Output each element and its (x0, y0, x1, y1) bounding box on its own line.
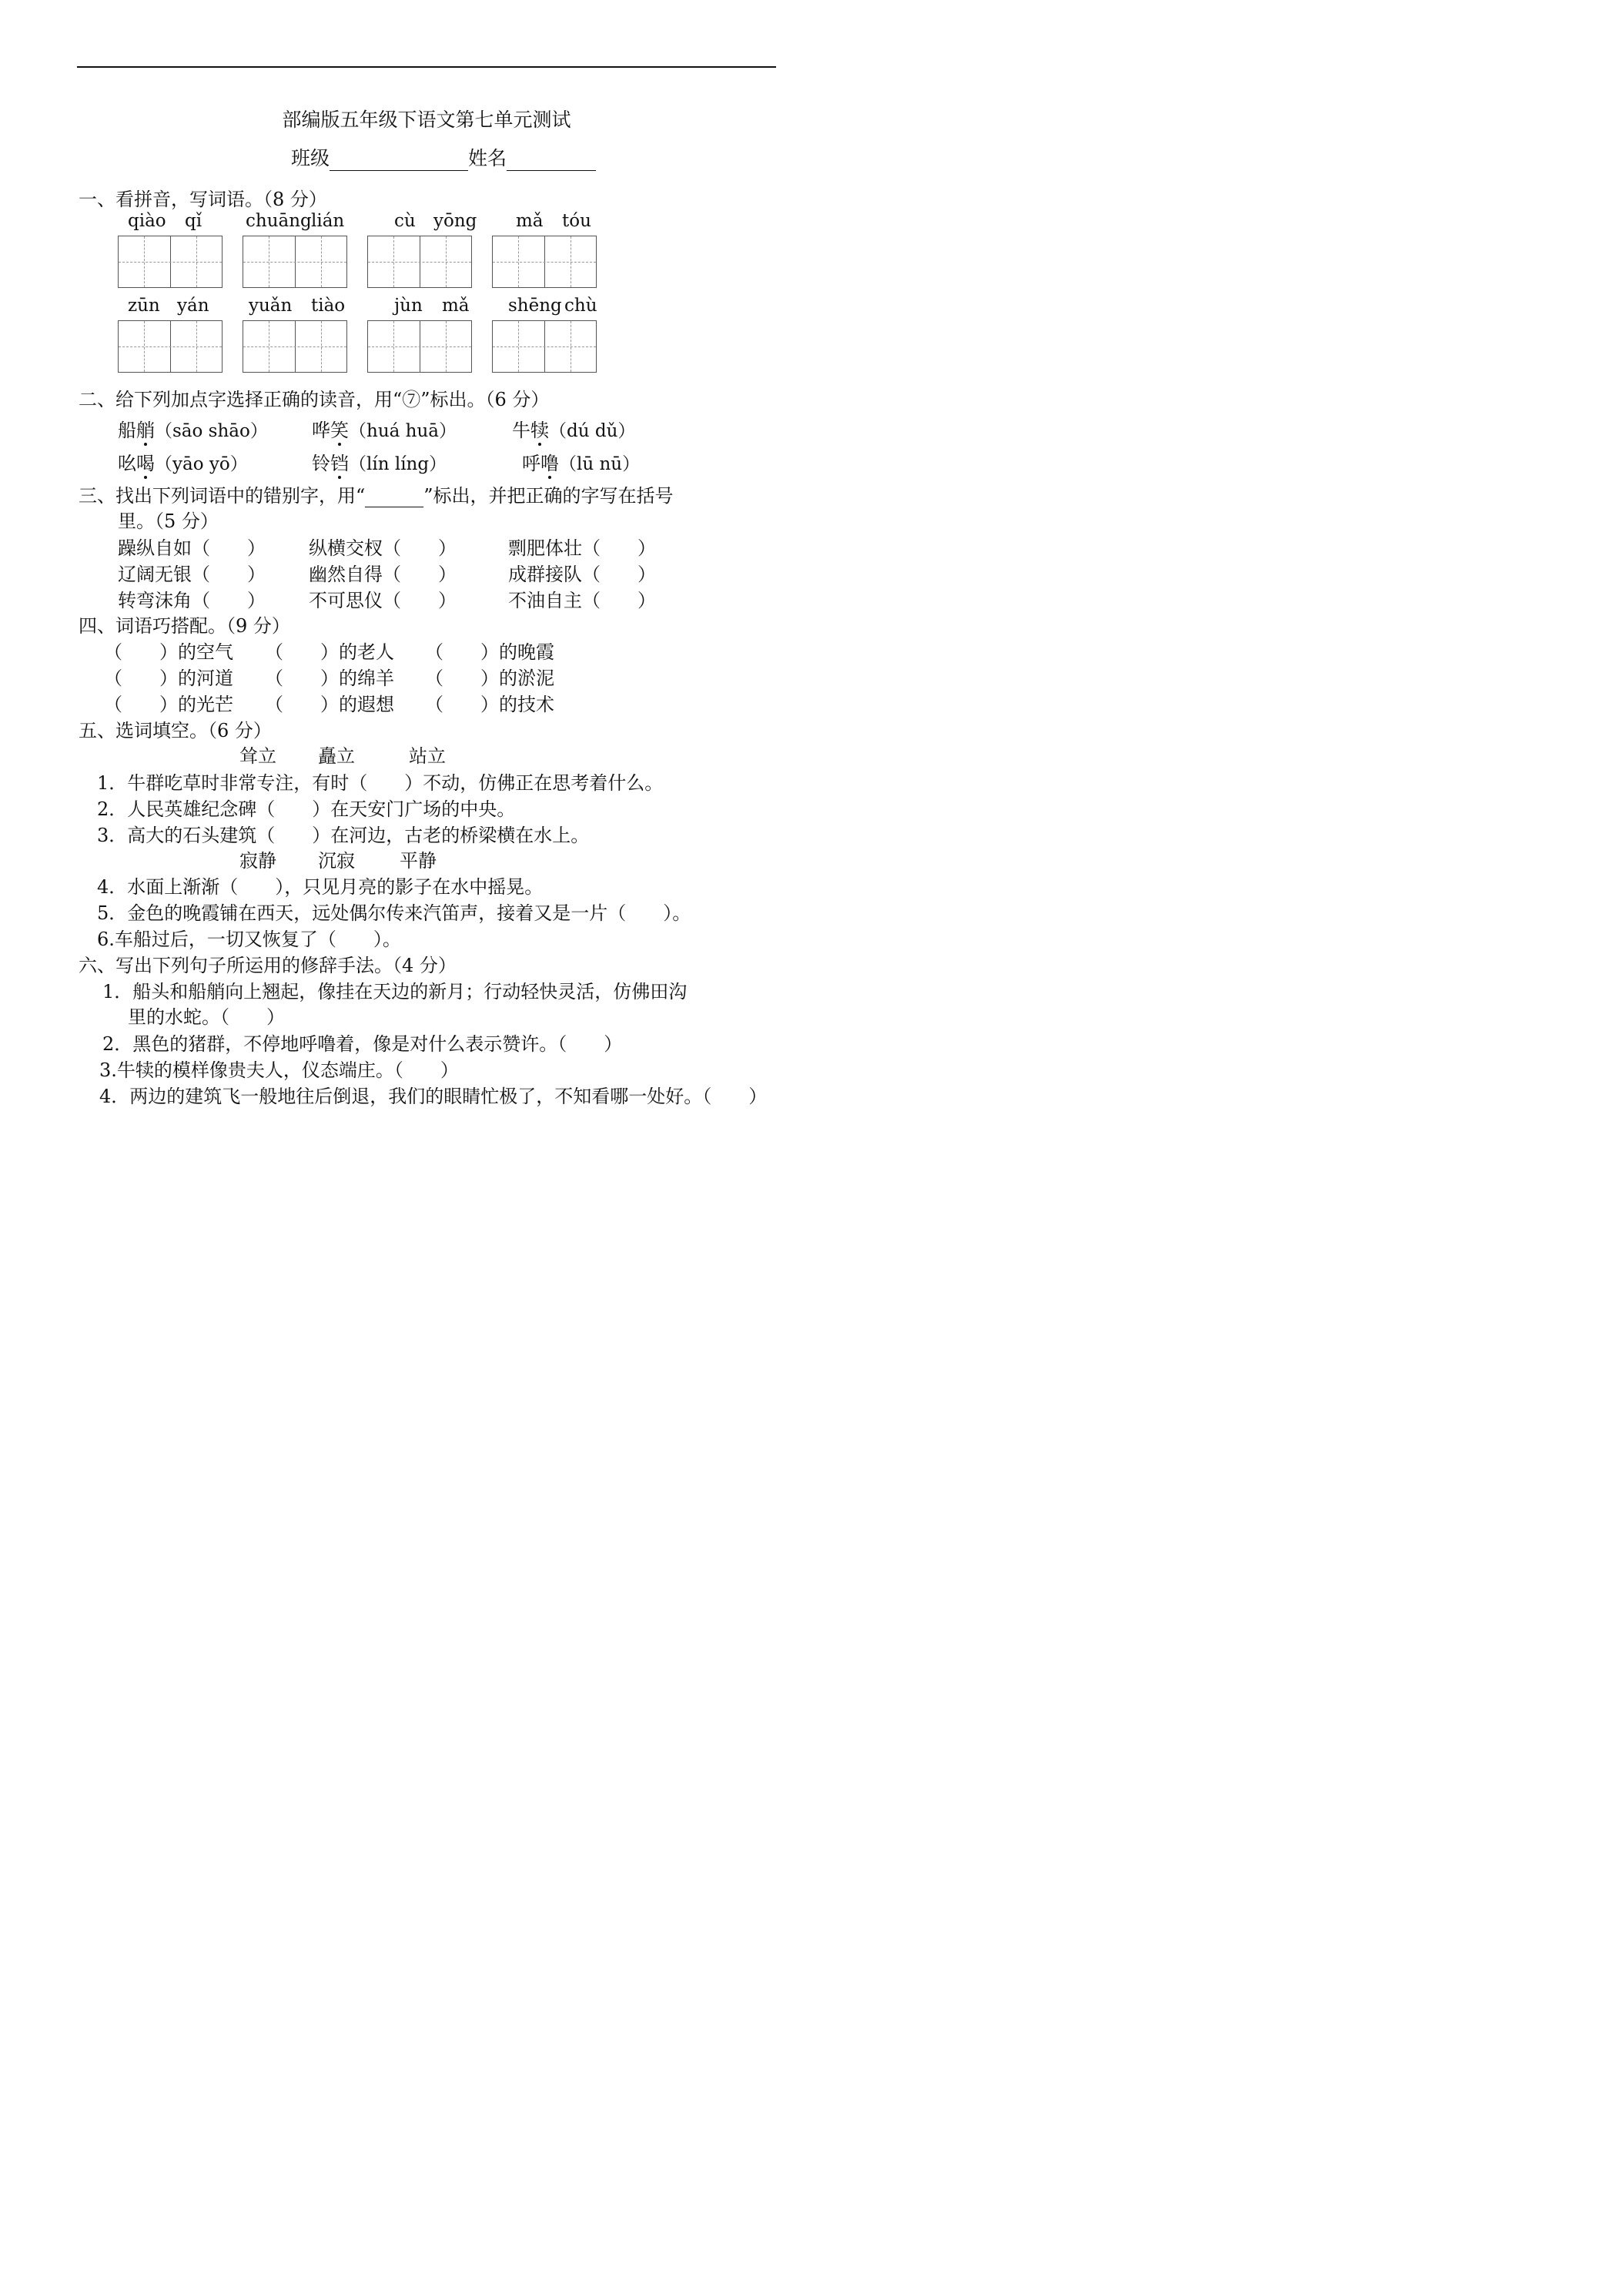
rhetoric-question: 3.牛犊的模样像贵夫人，仪态端庄。（ ） (99, 1059, 459, 1081)
writing-box[interactable] (243, 236, 347, 288)
fill-question: 4．水面上渐渐（ ），只见月亮的影子在水中摇晃。 (97, 876, 544, 898)
typo-item: 躁纵自如（ ） (118, 537, 266, 559)
reading-item: 船艄（sāo shāo） (118, 420, 268, 441)
typo-item: 辽阔无银（ ） (118, 564, 266, 585)
student-info-line (291, 143, 596, 171)
word-choice: 耸立 (239, 745, 276, 767)
section-4-heading: 四、词语巧搭配。（9 分） (79, 615, 290, 637)
match-item: （ ）的空气 (104, 641, 233, 663)
underline-sample (365, 490, 423, 507)
fill-question: 1．牛群吃草时非常专注，有时（ ）不动，仿佛正在思考着什么。 (97, 772, 664, 794)
typo-item: 纵横交杈（ ） (309, 537, 457, 559)
section-3-heading-cont: 里。（5 分） (118, 510, 219, 532)
typo-item: 不可思仪（ ） (309, 590, 457, 611)
writing-box[interactable] (492, 320, 597, 373)
rhetoric-question: 1．船头和船艄向上翘起，像挂在天边的新月；行动轻快灵活，仿佛田沟 (102, 981, 688, 1002)
match-item: （ ）的晚霞 (425, 641, 554, 663)
fill-question: 3．高大的石头建筑（ ）在河边，古老的桥梁横在水上。 (97, 825, 590, 846)
match-item: （ ）的河道 (104, 668, 233, 689)
match-item: （ ）的技术 (425, 694, 554, 715)
pinyin: shēng (508, 296, 562, 316)
rhetoric-question: 4．两边的建筑飞一般地往后倒退，我们的眼睛忙极了，不知看哪一处好。（ ） (99, 1086, 768, 1107)
word-choice: 沉寂 (318, 850, 355, 872)
section-1-heading: 一、看拼音，写词语。（8 分） (79, 189, 327, 210)
fill-question: 5．金色的晚霞铺在西天，远处偶尔传来汽笛声，接着又是一片（ ）。 (97, 902, 691, 924)
pinyin: qiào (128, 211, 166, 231)
writing-box[interactable] (118, 236, 223, 288)
section-5-heading: 五、选词填空。（6 分） (79, 720, 272, 741)
pinyin: tiào (311, 296, 346, 316)
word-choice: 平静 (400, 850, 437, 872)
class-field[interactable] (330, 150, 468, 171)
writing-box[interactable] (367, 320, 472, 373)
fill-question: 6.车船过后，一切又恢复了（ ）。 (97, 929, 401, 950)
pinyin: zūn (128, 296, 160, 316)
pinyin: mǎ (442, 296, 470, 316)
writing-box[interactable] (118, 320, 223, 373)
pinyin: jùn (394, 296, 423, 316)
pinyin: qǐ (185, 211, 202, 231)
fill-question: 2．人民英雄纪念碑（ ）在天安门广场的中央。 (97, 798, 516, 820)
word-choice: 寂静 (239, 850, 276, 872)
match-item: （ ）的绵羊 (265, 668, 394, 689)
typo-item: 剽肥体壮（ ） (508, 537, 656, 559)
section-6-heading: 六、写出下列句子所运用的修辞手法。（4 分） (79, 955, 457, 976)
class-label: 班级 (291, 147, 330, 169)
writing-box[interactable] (367, 236, 472, 288)
typo-item: 不油自主（ ） (508, 590, 656, 611)
section-3-heading: 三、找出下列词语中的错别字，用“ ”标出，并把正确的字写在括号 (79, 485, 674, 507)
match-item: （ ）的遐想 (265, 694, 394, 715)
pinyin: yōng (433, 211, 477, 231)
top-rule (77, 66, 776, 68)
pinyin: cù (394, 211, 416, 231)
typo-item: 成群接队（ ） (508, 564, 656, 585)
pinyin: chuāng (246, 211, 312, 231)
rhetoric-question: 2．黑色的猪群，不停地呼噜着，像是对什么表示赞许。（ ） (102, 1033, 623, 1055)
reading-item: 牛犊（dú dǔ） (512, 420, 636, 441)
pinyin: lián (311, 211, 345, 231)
typo-item: 幽然自得（ ） (309, 564, 457, 585)
writing-box[interactable] (243, 320, 347, 373)
pinyin: tóu (562, 211, 591, 231)
pinyin: yán (177, 296, 209, 316)
match-item: （ ）的老人 (265, 641, 394, 663)
writing-box[interactable] (492, 236, 597, 288)
reading-item: 吆喝（yāo yō） (118, 453, 248, 474)
pinyin: mǎ (516, 211, 544, 231)
name-label: 姓名 (468, 147, 507, 169)
reading-item: 哗笑（huá huā） (312, 420, 457, 441)
pinyin: chù (564, 296, 597, 316)
reading-item: 铃铛（lín líng） (312, 453, 447, 474)
word-choice: 矗立 (318, 745, 355, 767)
name-field[interactable] (507, 150, 596, 171)
section-2-heading: 二、给下列加点字选择正确的读音，用“⑦”标出。（6 分） (79, 389, 550, 410)
match-item: （ ）的光芒 (104, 694, 233, 715)
pinyin: yuǎn (249, 296, 293, 316)
match-item: （ ）的淤泥 (425, 668, 554, 689)
page-title: 部编版五年级下语文第七单元测试 (282, 109, 571, 131)
typo-item: 转弯沫角（ ） (118, 590, 266, 611)
word-choice: 站立 (409, 745, 446, 767)
reading-item: 呼噜（lū nū） (522, 453, 641, 474)
rhetoric-question-cont: 里的水蛇。（ ） (128, 1006, 285, 1028)
